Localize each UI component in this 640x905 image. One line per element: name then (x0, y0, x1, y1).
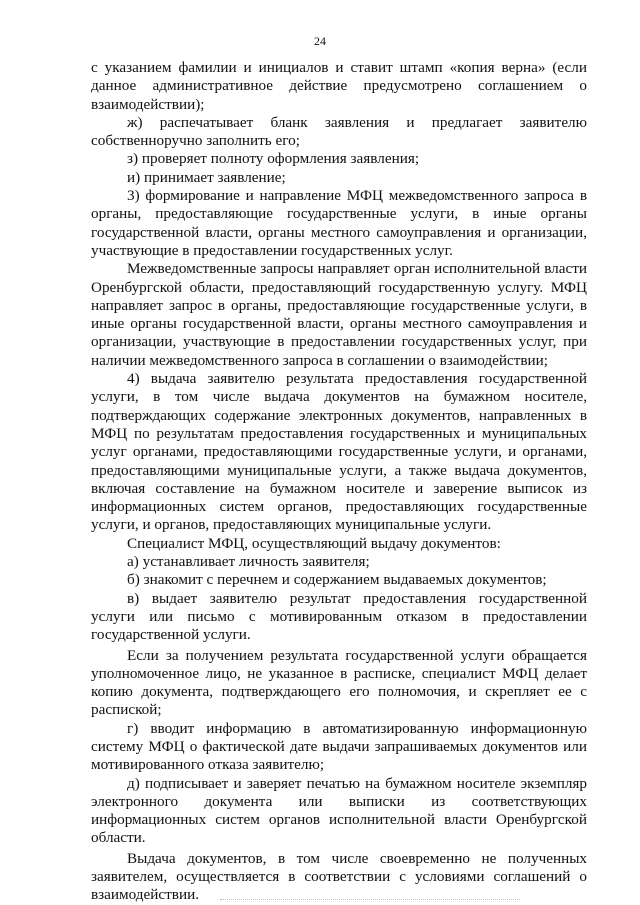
paragraph-item-d: д) подписывает и заверяет печатью на бумажном носителе экземпляр электронного документа или выписки из соответствующих информационных систем органов исполнительной власти Оренбургской области. (91, 774, 587, 847)
page-number: 24 (314, 34, 326, 48)
paragraph-item-g: г) вводит информацию в автоматизированную информационную систему МФЦ о фактической дате выдачи запрашиваемых документов или мотивированного отказа заявителю; (91, 719, 587, 774)
paragraph-authorized-person: Если за получением результата государственной услуги обращается уполномоченное лицо, не указанное в расписке, специалист МФЦ делает копию документа, подтверждающего его полномочия, и скрепляет ее с распиской; (91, 646, 587, 719)
paragraph-item-v: в) выдает заявителю результат предоставления государственной услуги или письмо с мотивированным отказом в предоставлении государственной услуги. (91, 589, 587, 644)
paragraph-specialist-intro: Специалист МФЦ, осуществляющий выдачу документов: (127, 534, 501, 552)
scan-artifact-line (220, 899, 520, 901)
paragraph-issuance-terms: Выдача документов, в том числе своевременно не полученных заявителем, осуществляется в соответствии с условиями соглашений о взаимодействии. (91, 849, 587, 904)
paragraph-continuation: с указанием фамилии и инициалов и ставит штамп «копия верна» (если данное административное действие предусмотрено соглашением о взаимодействии); (91, 59, 587, 113)
paragraph-item-i: и) принимает заявление; (127, 168, 286, 186)
paragraph-item-zh: ж) распечатывает бланк заявления и предлагает заявителю собственноручно заполнить его; (91, 113, 587, 150)
paragraph-item-4: 4) выдача заявителю результата предоставления государственной услуги, в том числе выдача документов на бумажном носителе, подтверждающих содержание электронных документов, направленных в МФЦ по результатам предоставления государственных и муниципальных услуг органами, предоставляющими государственные услуги, и органами, предоставляющими муниципальные услуги, а также выдача документов, включая составление на бумажном носителе и заверение выписок из информационных систем органов, предоставляющих государственные услуги, и органов, предоставляющих муниципальные услуги. (91, 370, 587, 534)
paragraph-item-3: 3) формирование и направление МФЦ межведомственного запроса в органы, предоставляющие государственные услуги, в иные органы государственной власти, органы местного самоуправления и организации, участвующие в предоставлении государственных услуг. (91, 187, 587, 259)
paragraph-item-z: з) проверяет полноту оформления заявления; (127, 150, 420, 168)
paragraph-interagency-requests: Межведомственные запросы направляет орган исполнительной власти Оренбургской области, предоставляющий государственную услугу. МФЦ направляет запрос в органы, предоставляющие государственные услуги, в иные органы государственной власти, органы местного самоуправления и организации, участвующие в предоставлении государственных услуг, при наличии межведомственного запроса в соглашении о взаимодействии; (91, 260, 587, 369)
paragraph-item-b: б) знакомит с перечнем и содержанием выдаваемых документов; (127, 571, 547, 589)
paragraph-item-a: а) устанавливает личность заявителя; (127, 553, 370, 571)
document-body (91, 59, 587, 905)
